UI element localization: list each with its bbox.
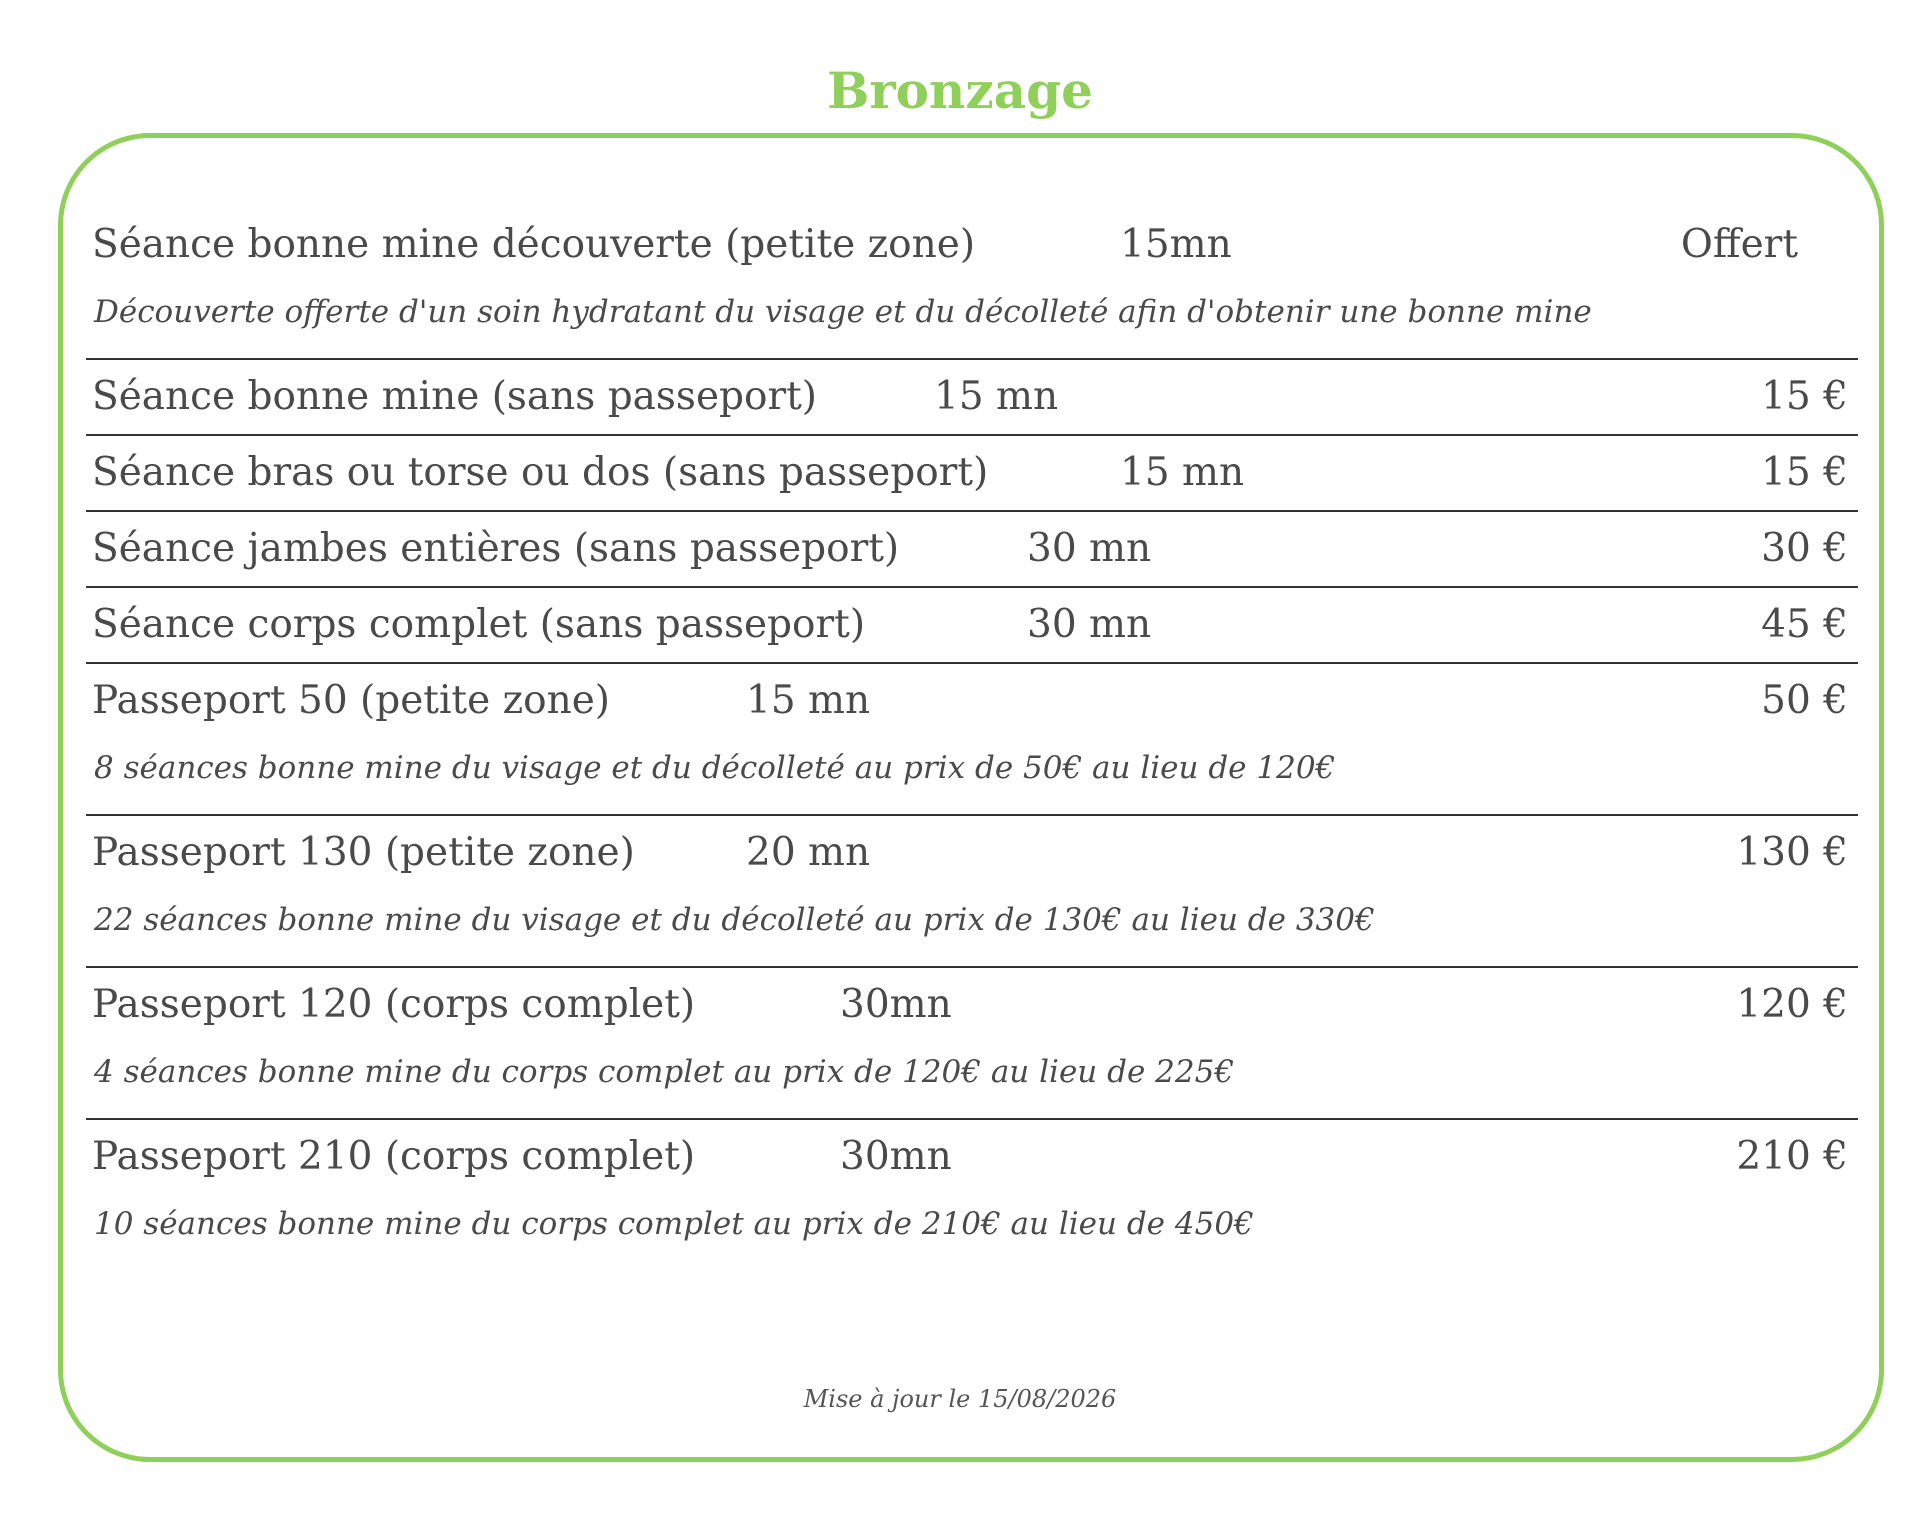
item-price: 15 € (1761, 450, 1848, 495)
list-item (86, 662, 1858, 814)
page-title: Bronzage (827, 61, 1093, 120)
item-duration: 30mn (840, 982, 952, 1027)
item-price: 30 € (1761, 526, 1848, 571)
item-price: 15 € (1761, 374, 1848, 419)
item-description: 22 séances bonne mine du visage et du décolleté au prix de 130€ au lieu de 330€ (94, 902, 1375, 938)
item-duration: 15 mn (934, 374, 1059, 419)
item-duration: 30 mn (1027, 526, 1152, 571)
item-price: 120 € (1736, 982, 1848, 1027)
item-price: 45 € (1761, 602, 1848, 647)
list-item (86, 1118, 1858, 1270)
item-name: Passeport 120 (corps complet) (92, 982, 696, 1027)
item-duration: 30 mn (1027, 602, 1152, 647)
item-name: Séance bonne mine (sans passeport) (92, 374, 818, 419)
item-duration: 30mn (840, 1134, 952, 1179)
list-item (86, 208, 1858, 358)
list-item (86, 510, 1858, 586)
item-name: Séance corps complet (sans passeport) (92, 602, 866, 647)
item-duration: 15 mn (1120, 450, 1245, 495)
item-price: 210 € (1736, 1134, 1848, 1179)
item-duration: 15 mn (746, 678, 871, 723)
list-item (86, 586, 1858, 662)
item-duration: 15mn (1120, 222, 1232, 267)
item-description: 8 séances bonne mine du visage et du décolleté au prix de 50€ au lieu de 120€ (94, 750, 1336, 786)
item-description: 4 séances bonne mine du corps complet au prix de 120€ au lieu de 225€ (94, 1054, 1235, 1090)
item-name: Séance jambes entières (sans passeport) (92, 526, 900, 571)
item-price: 130 € (1736, 830, 1848, 875)
item-name: Passeport 50 (petite zone) (92, 678, 611, 723)
list-item (86, 814, 1858, 966)
item-price: 50 € (1761, 678, 1848, 723)
item-price: Offert (1680, 222, 1798, 267)
item-duration: 20 mn (746, 830, 871, 875)
last-updated-note: Mise à jour le 15/08/2026 (803, 1385, 1117, 1413)
item-name: Séance bonne mine découverte (petite zone) (92, 222, 976, 267)
list-item (86, 966, 1858, 1118)
item-description: Découverte offerte d'un soin hydratant du visage et du décolleté afin d'obtenir une bonne mine (94, 294, 1592, 330)
item-name: Passeport 130 (petite zone) (92, 830, 635, 875)
list-item (86, 434, 1858, 510)
item-name: Séance bras ou torse ou dos (sans passeport) (92, 450, 989, 495)
list-item (86, 358, 1858, 434)
price-list (86, 208, 1858, 1270)
item-name: Passeport 210 (corps complet) (92, 1134, 696, 1179)
item-description: 10 séances bonne mine du corps complet au prix de 210€ au lieu de 450€ (94, 1206, 1254, 1242)
